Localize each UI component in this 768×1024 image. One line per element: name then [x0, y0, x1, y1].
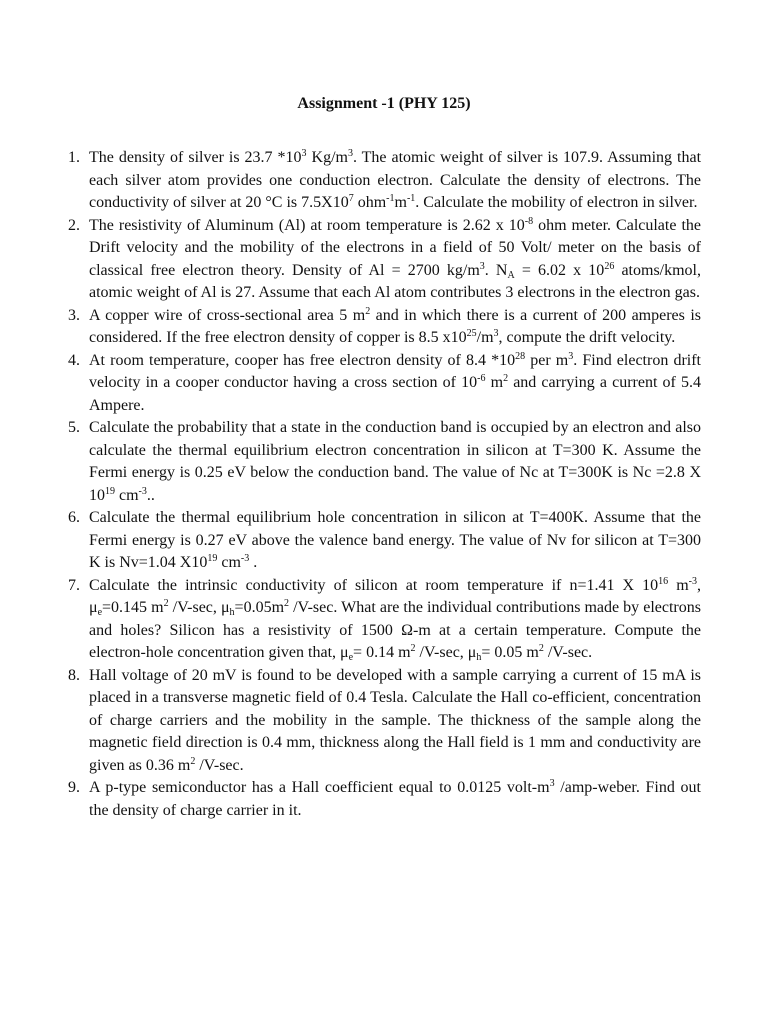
question-item	[63, 665, 701, 778]
question-item	[63, 147, 701, 215]
question-item	[63, 575, 701, 665]
question-text: The resistivity of Aluminum (Al) at room temperature is 2.62 x $10^{-8}$ ohm meter. Calculate the Drift velocity and the mobility of the electrons in a field of 50 Volt/ meter on the basis of classical free electron theory. Density of Al = 2700 $kg/m^3$. $N_A = 6.02$ x $10^{26}$ atoms/kmol, atomic weight of Al is 27. Assume that each Al atom contributes 3 electrons in the electron gas.	[89, 215, 702, 301]
question-number: 7.	[68, 576, 80, 594]
question-text: A p-type semiconductor has a Hall coefficient equal to 0.0125 volt-$m^3$ /amp-weber. Find out the density of charge carrier in it.	[89, 778, 702, 819]
question-text: The density of silver is 23.7 $*10^3$ $Kg/m^3$. The atomic weight of silver is 107.9. Assuming that each silver atom provides one conduction electron. Calculate the density of electrons. The conductivity of silver at 20 °C is $7.5X10^7$ $ohm^{-1}m^{-1}$. Calculate the mobility of electron in silver.	[89, 148, 702, 211]
question-item	[63, 350, 701, 418]
question-item	[63, 507, 701, 575]
question-item	[63, 215, 701, 305]
question-number: 3.	[68, 306, 80, 324]
question-number: 4.	[68, 351, 80, 369]
question-text: A copper wire of cross-sectional area 5 $m^2$ and in which there is a current of 200 amperes is considered. If the free electron density of copper is 8.5 $x10^{25}/m^3$, compute the drift velocity.	[89, 305, 701, 346]
question-number: 6.	[68, 509, 80, 526]
question-number: 5.	[68, 419, 80, 436]
question-text: Calculate the intrinsic conductivity of silicon at room temperature if n=1.41 X $10^{16}$ $m^{-3}$, $\mu_e=0.145$ $m^2$ /V-sec, $\mu_h=0.05m^2$ /V-sec. What are the individual contributions made by electrons and holes? Silicon has a resistivity of 1500 Ω-m at a certain temperature. Compute the electron-hole concentration given that, $\mu_e= 0.14$ $m^2$ /V-sec, $\mu_h= 0.05$ $m^2$ /V-sec.	[89, 575, 701, 663]
question-text: At room temperature, cooper has free electron density of 8.4 $*10^{28}$ per $m^3$. Find electron drift velocity in a cooper conductor having a cross section of $10^{-6}$ $m^2$ and carrying a current of 5.4 Ampere.	[89, 350, 702, 414]
question-number: 2.	[68, 216, 80, 234]
question-number: 8.	[68, 666, 80, 684]
question-item	[63, 777, 701, 822]
question-text: Calculate the thermal equilibrium hole concentration in silicon at T=400K. Assume that the Fermi energy is 0.27 eV above the valence band energy. The value of Nv for silicon at T=300 K is Nv=1.04 $X10^{19}$ $cm^{-3}$ .	[89, 509, 701, 571]
question-item	[63, 305, 701, 350]
question-number: 9.	[68, 779, 80, 796]
page-title: Assignment -1 (PHY 125)	[297, 95, 471, 112]
question-number: 1.	[68, 149, 80, 166]
question-list	[63, 147, 701, 822]
question-text: Calculate the probability that a state in the conduction band is occupied by an electron and also calculate the thermal equilibrium electron concentration in silicon at T=300 K. Assume the Fermi energy is 0.25 eV below the conduction band. The value of Nc at T=300K is Nc =2.8 X $10^{19}$ $cm^{-3}$..	[89, 419, 701, 504]
question-text: Hall voltage of 20 mV is found to be developed with a sample carrying a current of 15 mA is placed in a transverse magnetic field of 0.4 Tesla. Calculate the Hall co-efficient, concentration of charge carriers and the mobility in the sample. The thickness of the sample along the magnetic field direction is 0.4 mm, thickness along the Hall field is 1 mm and conductivity are given as 0.36 $m^2$ /V-sec.	[89, 666, 701, 774]
question-item	[63, 417, 701, 507]
